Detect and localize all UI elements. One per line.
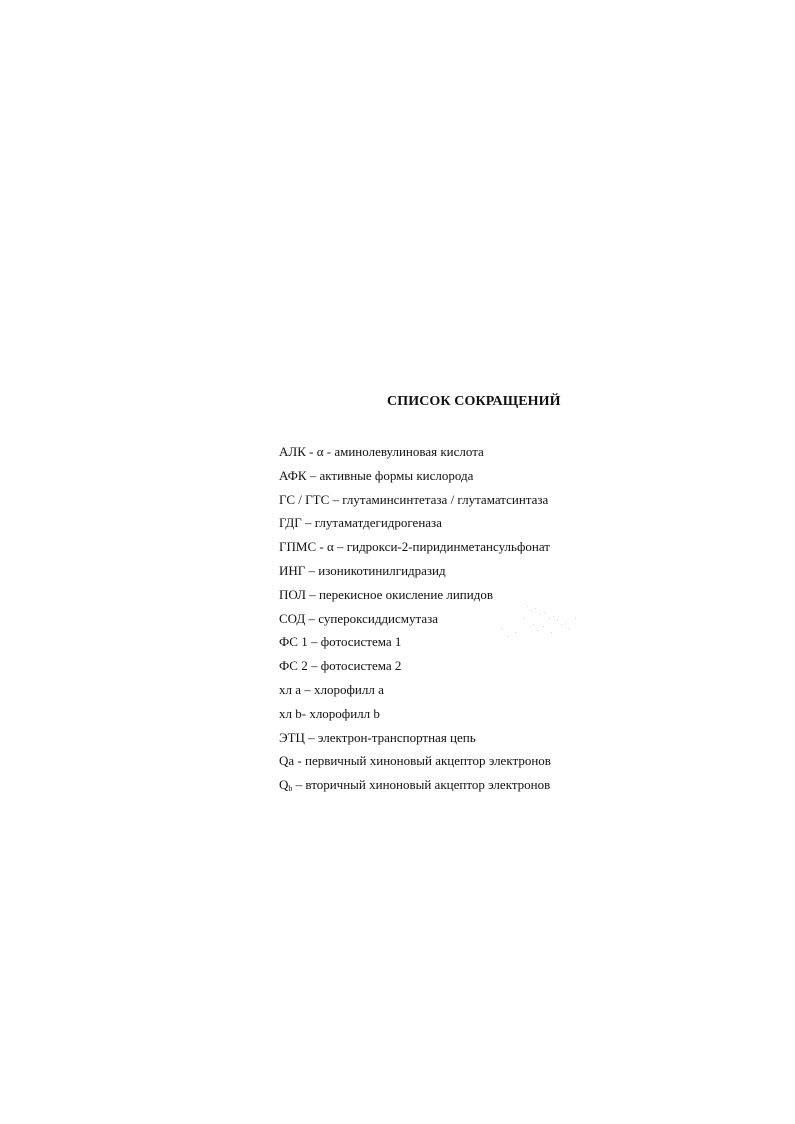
list-item: ФС 1 – фотосистема 1: [279, 634, 402, 650]
scan-noise: [495, 604, 585, 642]
list-item: ИНГ – изоникотинилгидразид: [279, 562, 446, 578]
list-item: СОД – супероксиддисмутаза: [279, 610, 439, 626]
list-item: ФС 2 – фотосистема 2: [279, 658, 402, 674]
abbrev-subscript: b: [288, 784, 293, 794]
list-item: хл b- хлорофилл b: [279, 705, 380, 721]
list-item: ГДГ – глутаматдегидрогеназа: [279, 515, 442, 531]
list-item: ГПМС - α – гидрокси-2-пиридинметансульфонат: [279, 539, 550, 555]
list-item: АФК – активные формы кислорода: [279, 467, 474, 483]
abbrev-prefix: Q: [279, 777, 289, 793]
list-item: АЛК - α - аминолевулиновая кислота: [279, 444, 484, 459]
page-title: СПИСОК СОКРАЩЕНИЙ: [387, 394, 561, 409]
list-item: [279, 776, 551, 800]
list-item: ПОЛ – перекисное окисление липидов: [279, 586, 493, 602]
list-item: хл а – хлорофилл а: [279, 681, 384, 697]
list-item: Qa - первичный хиноновый акцептор электронов: [279, 753, 551, 769]
abbrev-definition: – вторичный хиноновый акцептор электронов: [292, 777, 551, 793]
list-item: ГС / ГТС – глутаминсинтетаза / глутаматсинтаза: [279, 491, 549, 507]
list-item: ЭТЦ – электрон-транспортная цепь: [279, 729, 476, 745]
